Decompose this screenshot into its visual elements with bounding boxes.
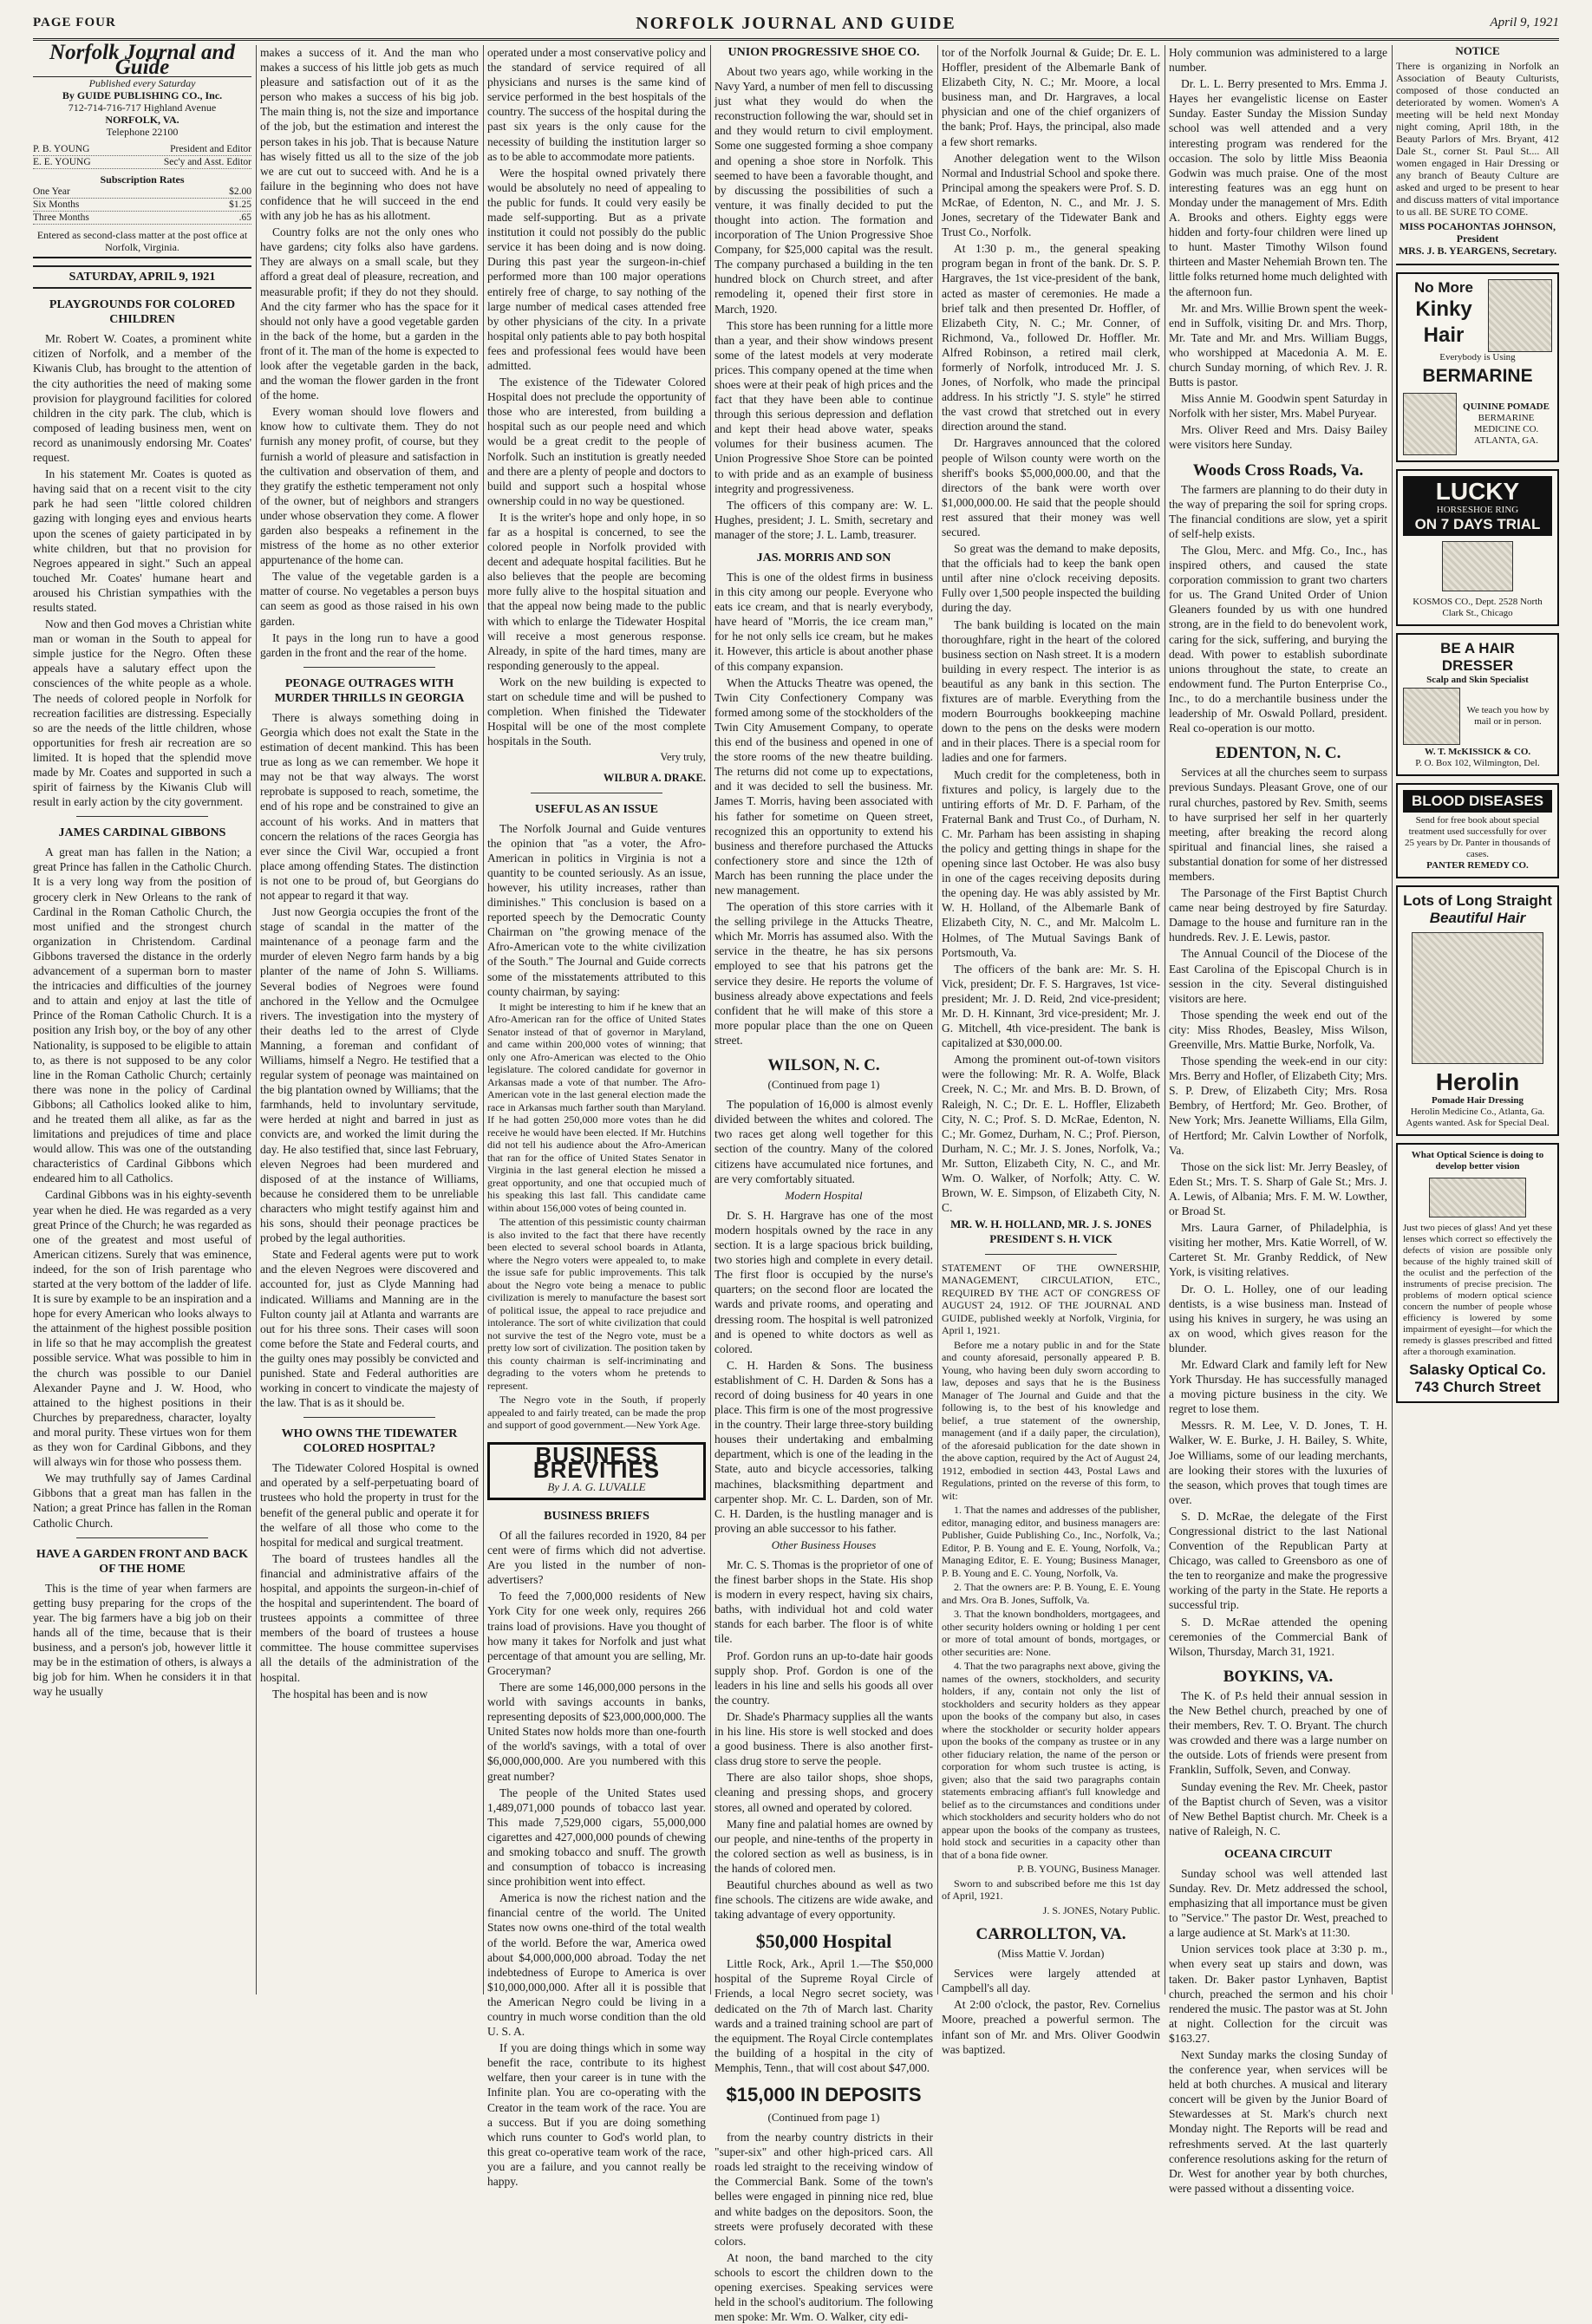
ad-company: Herolin Medicine Co., Atlanta, Ga. Agents wanted. Ask for Special Deal.	[1406, 1107, 1550, 1128]
rate-price: $2.00	[229, 186, 251, 198]
business-brevities-byline: By J. A. G. LUVALLE	[547, 1479, 646, 1493]
article-paragraph: Were the hospital owned privately there would be absolutely no need of appealing to the public for funds. It could very easily be made self-supporting. But as a private institution it could not possibly do the public service it has been doing and is now doing. During this past year the surgeon-in-chief performed more than 100 major operations entirely free of charge, to say nothing of the large number of medical cases attended free by other physicians of the city. In a private hospital only patients able to pay both hospital fees and professional fees would have been admitted.	[487, 166, 706, 372]
ad-brand: BERMARINE	[1422, 366, 1533, 386]
masthead-telephone: Telephone 22100	[106, 126, 179, 139]
ad-text: No More	[1414, 279, 1473, 296]
ad-headline: What Optical Science is doing to develop better vision	[1411, 1150, 1544, 1172]
rate-term: One Year	[33, 186, 70, 198]
statement-paragraph: 4. That the two paragraphs next above, giving the names of the owners, stockholders, and security holders, if any, contain not only the list of stockholders and security holders as they appear upon the books of the company but also, in cases where the stockholder or security holder appears upon the books of the company as trustee or in any other fiduciary relation, the name of the person or corporation for whom such trustee is acting, is given; also that the said two paragraphs contain statements embracing affiant's full knowledge and belief as to the circumstances and conditions under which stockholders and security holders who do not appear upon the books of the company as trustees, hold stock and securities in a capacity other than that of a bona fide owner.	[942, 1660, 1160, 1861]
officer-row	[33, 156, 251, 169]
article-paragraph: State and Federal agents were put to work and the eleven Negroes were discovered and accounted for, just as Clyde Manning had indicated. Williams and Manning are in the Fulton county jail at Atlanta and warrants are out for his three sons. Their cases will soon come before the State and Federal courts, and the guilty ones may possibly be convicted and punished. State and Federal authorities are working in concert to vindicate the majesty of the law. That is as it should be.	[260, 1248, 479, 1410]
ad-text: Just two pieces of glass! And yet these lenses which correct so effectively the defects of vision are possible only because of the highly trained skill of the oculist and the perfection of the instruments of precise precision. The problems of modern optical science concern the number of people whose efficiency is lowered by some impairment of eyesight—for which the remedy is glasses prescribed and fitted after a thorough examination.	[1403, 1223, 1552, 1357]
subhead-other-business: Other Business Houses	[771, 1537, 877, 1551]
article-paragraph: In his statement Mr. Coates is quoted as having said that on a recent visit to the city park he had seen "little colored children gazing with longing eyes and envious hearts upon the scenes of gaiety participated in by white children, but that no provision for Negroes appeared in sight." Such an appeal touched Mr. Coates' humane heart and aroused his Christian sympathies with the results stated.	[33, 467, 251, 614]
ad-headline: Lots of Long Straight	[1403, 892, 1552, 909]
ad-blood-diseases	[1396, 783, 1559, 878]
article-paragraph: This is the time of year when farmers are getting busy preparing for the crops of the year. The big farmers have a big job on their hands all of the time, because that is their business, and a person's job, however little it may be in the estimation of others, is always a big job for him. When he considers it in that way he usually	[33, 1581, 251, 1699]
headline-playgrounds: PLAYGROUNDS FOR COLORED CHILDREN	[49, 298, 236, 327]
article-paragraph: The Parsonage of the First Baptist Church came near being destroyed by fire Saturday. Damage to the house and furniture ran in the hundreds. Rev. J. E. Lewis, pastor.	[1169, 886, 1387, 944]
statement-paragraph: J. S. JONES, Notary Public.	[1042, 1903, 1160, 1916]
article-paragraph: The Glou, Merc. and Mfg. Co., Inc., has inspired others, and caused the state corporation commission to grant two charters for us. The Grand United Order of Union Gleaners founded by us with one hundred strong, are in the field to do benevolent work, caring for the sick, suffering, and burying the dead. With power to establish subordinate unions throughout the state, to create an endowment fund. The Purton Enterprise Co., Inc., to do a merchantile business under the leadership of Mr. Oswald Pollard, president. Real co-operation is our motto.	[1169, 544, 1387, 735]
article-paragraph: Messrs. R. M. Lee, V. D. Jones, T. H. Walker, W. E. Burke, J. H. Bailey, S. White, Joe Williams, some of our leading merchants, are looking their stores with the luxuries of the season, which proves that tough times are over.	[1169, 1419, 1387, 1506]
editorial-dateline: SATURDAY, APRIL 9, 1921	[33, 265, 251, 289]
ad-company: PANTER REMEDY CO.	[1426, 860, 1529, 871]
article-paragraph: S. D. McRae attended the opening ceremonies of the Commercial Bank of Wilson, Thursday, March 31, 1921.	[1169, 1615, 1387, 1658]
headline-business-briefs: BUSINESS BRIEFS	[544, 1510, 649, 1523]
column-2	[260, 45, 479, 1994]
subhead-modern-hospital: Modern Hospital	[785, 1188, 863, 1202]
article-paragraph: Mrs. Oliver Reed and Mrs. Daisy Bailey were visitors here Sunday.	[1169, 423, 1387, 452]
ad-brand: Herolin	[1435, 1068, 1520, 1095]
ad-salasky-optical	[1396, 1143, 1559, 1403]
article-paragraph: There is always something doing in Georgia which does not exalt the State in the estimation of decent mankind. This has been true as long as we can remember. We hope it may not be that way always. The worst reprobate is supposed to reach, sometime, the end of his rope and be constrained to give an account of his works. And in matters that concern the relations of the races Georgia has ever since the Civil War, occupied a front place among offending States. The distinction is not one to be proud of, but Georgians do not appear to regard it that way.	[260, 710, 479, 902]
article-paragraph: The bank building is located on the main thoroughfare, right in the heart of the colored business section on Nash street. It is a modern building in every respect. The interior is as beautiful as any bank in this section. The fixtures are of marble. Everything from the modern Bourroughs bookkeeping machine down to the pens on the desks were modern and in their places. There is a special room for ladies and one for farmers.	[942, 617, 1160, 765]
photo-caption: MR. W. H. HOLLAND, MR. J. S. JONES PRESIDENT S. H. VICK	[950, 1217, 1152, 1246]
page-label: PAGE FOUR	[33, 16, 116, 29]
rates-title: Subscription Rates	[100, 173, 185, 186]
article-paragraph: Those spending the week end out of the city: Miss Rhodes, Beasley, Miss Wilson, Greenville, Mrs. Mattie Burke, Norfolk, Va.	[1169, 1008, 1387, 1051]
headline-morris: JAS. MORRIS AND SON	[756, 552, 891, 565]
notice-title: NOTICE	[1455, 44, 1500, 57]
ad-headline: Beautiful Hair	[1429, 910, 1526, 926]
masthead-address: 712-714-716-717 Highland Avenue	[68, 101, 217, 114]
headline-tidewater-hospital: WHO OWNS THE TIDEWATER COLORED HOSPITAL?	[281, 1427, 458, 1456]
article-paragraph: Mrs. Laura Garner, of Philadelphia, is visiting her mother, Mrs. Katie Worrell, of W. Carteret St. Mr. Granby Reddick, of New York, is visiting relatives.	[1169, 1221, 1387, 1279]
officer-name: E. E. YOUNG	[33, 157, 91, 168]
article-paragraph: If you are doing things which in some way benefit the race, contribute to its highest welfare, then your career is in tune with the Infinite plan. You are co-operating with the Creator in the team work of the race. You are a success. But if you are doing something which runs counter to God's world plan, to this great co-operative team work of the race, you are a failure, and you cannot really be happy.	[487, 2041, 706, 2189]
dateline-carrollton: CARROLLTON, VA.	[975, 1925, 1126, 1943]
ad-text: Send for free book about special treatment used successfully for over 25 years by Dr. Panter in thousands of cases.	[1404, 815, 1551, 859]
ad-headline: Kinky Hair	[1415, 297, 1472, 347]
article-paragraph: The attention of this pessimistic county chairman is also invited to the fact that there have recently been elected to several school boards in Atlanta, where the Negro voters were appealed to, to make the issue safe for public improvements. This talk about the Negro vote being a menace to public civilization is merely to manufacture the basest sort of political issue, the appeal to race prejudice and intolerance. The sort of white civilization that could not survive the test of the Negro vote, must be a pretty low sort of civilization. The position taken by this county chairman is self-incriminating and degrading to the voters whom he pretends to represent.	[487, 1216, 706, 1392]
article-paragraph: Dr. Hargraves announced that the colored people of Wilson county were worth on the sheriff's books $5,000,000.00, and that the directors of the bank were worth over $1,000,000.00. He said that the people should rest assured that their money was well secured.	[942, 436, 1160, 539]
article-paragraph: About two years ago, while working in the Navy Yard, a number of men fell to discussing just what they would do when the reconstruction following the war, should set in and they would return to civil employment. Some one suggested forming a shoe company and opening a shoe store in Norfolk. This seemed to have been a favorable thought, and by discussing the possibilities of such a venture, it was finally decided to put the thought into action. The formation and incorporation of The Union Progressive Shoe Company, for $25,000 capital was the result. The company purchased a building in the ten hundred block on Church street, and after remodeling it, opened their first store in March, 1920.	[714, 65, 933, 316]
article-paragraph: When the Attucks Theatre was opened, the Twin City Confectionery Company was formed among some of the stockholders of the Twin City Amusement Company, to operate this end of the business and opened in one of the store rooms of the new theatre building. The returns did not come up to expectations, and it was decided to sell the business. Mr. James T. Morris, having been associated with his father for sometime on Queen street, recognized this an opportunity to extend his business and therefore purchased the Attucks confectionery store and since the 12th of March has been running the place under the new management.	[714, 676, 933, 897]
article-paragraph: The officers of this company are: W. L. Hughes, president; J. L. Smith, secretary and manager of the store; J. L. Lamb, treasurer.	[714, 498, 933, 541]
dateline-woods-cross-roads: Woods Cross Roads, Va.	[1192, 460, 1364, 480]
article-paragraph: At noon, the band marched to the city schools to escort the children down to the opening exercises. Speaking services were held in the school's auditorium. The following men spoke: Mr. Wm. O. Walker, city edi-	[714, 2250, 933, 2324]
notice-signer: MRS. J. B. YEARGENS, Secretary.	[1398, 245, 1557, 257]
headline-oceana-circuit: OCEANA CIRCUIT	[1223, 1847, 1333, 1861]
article-paragraph: It pays in the long run to have a good garden in the front and the rear of the home.	[260, 630, 479, 659]
article-paragraph: The existence of the Tidewater Colored Hospital does not preclude the opportunity of those who are interested, from building a hospital such as our people need and which would be a great credit to the people of Norfolk. Such an institution is greatly needed and there are a plenty of people and doctors to build and support such a hospital whose ownership could in no way be questioned.	[487, 375, 706, 507]
masthead-subtitle: Published every Saturday	[88, 77, 196, 90]
columns	[33, 41, 1559, 2324]
article-paragraph: We may truthfully say of James Cardinal Gibbons that a great man has fallen in the Nation; a great Prince has fallen in the Roman Catholic Church.	[33, 1472, 251, 1530]
article-paragraph: Sunday school was well attended last Sunday. Rev. Dr. Metz addressed the school, emphasizing that all importance must be given to "Service." The pastor Dr. West, preached to a large audience at St. Mark's at 11:30.	[1169, 1866, 1387, 1940]
statement-paragraph: STATEMENT OF THE OWNERSHIP, MANAGEMENT, CIRCULATION, ETC., REQUIRED BY THE ACT OF CONGRESS OF AUGUST 24, 1912. OF THE JOURNAL AND GUIDE, published weekly at Norfolk, Virginia, for April 1, 1921.	[942, 1261, 1160, 1336]
article-paragraph: Another delegation went to the Wilson Normal and Industrial School and spoke there. Principal among the speakers were Prof. S. D. McRae, of Edenton, N. C., and Mr. J. S. Jones, secretary of the Tidewater Bank and Trust Co., Norfolk.	[942, 151, 1160, 239]
ad-text: Scalp and Skin Specialist	[1426, 675, 1529, 685]
continued-note: (Continued from page 1)	[767, 1078, 880, 1092]
article-paragraph: Work on the new building is expected to start on schedule time and will be pushed to completion. When finished the Tidewater Hospital will be one of the most complete hospitals in the South.	[487, 675, 706, 748]
article-paragraph: Mr. Robert W. Coates, a prominent white citizen of Norfolk, and a member of the Kiwanis Club, has brought to the attention of the city authorities the need of making some provision for playground facilities for colored children in the city park. The club, which is composed of leading business men, went on record as unanimously endorsing Mr. Coates' request.	[33, 332, 251, 465]
officer-name: P. B. YOUNG	[33, 144, 90, 155]
headline-50000-hospital: $50,000 Hospital	[755, 1930, 892, 1953]
article-paragraph: It is the writer's hope and only hope, in so far as a hospital is concerned, to see the colored people in Norfolk provided with decent and adequate hospital facilities. But he also believes that the people are becoming more fully alive to the hospital situation and that the appeal now being made to the public with which to enlarge the Tidewater Hospital will receive a most generous response. Already, in spite of the hard times, many are responding generously to the appeal.	[487, 510, 706, 672]
officer-row	[33, 143, 251, 156]
article-paragraph: Those on the sick list: Mr. Jerry Beasley, of Eden St.; Mrs. T. S. Sharp of Gale St.; Mrs. J. A. Lewis, of Albania; Mrs. F. M. W. Lowther, or Broad St.	[1169, 1159, 1387, 1218]
article-paragraph: Little Rock, Ark., April 1.—The $50,000 hospital of the Supreme Royal Circle of Friends, a local Negro secret society, was dedicated on the 7th of March last. Charity wards and a trained training school are part of the equipment. The Royal Circle contemplates the building of a hospital in the city of Memphis, Tenn., that will cost about $47,000.	[714, 1957, 933, 2074]
article-paragraph: The farmers are planning to do their duty in the way of preparing the soil for spring crops. The financial conditions are slow, yet a spirit of self-help exists.	[1169, 482, 1387, 540]
rate-price: $1.25	[229, 199, 251, 211]
article-paragraph: The people of the United States used 1,489,071,000 pounds of tobacco last year. This made 7,529,000 cigars, 55,000,000 cigarettes and 427,000,000 pounds of chewing and smoking tobacco and snuff. The growth and consumption of tobacco is increasing since prohibition went into effect.	[487, 1785, 706, 1889]
notice-signer: MISS POCAHONTAS JOHNSON, President	[1399, 220, 1556, 245]
notice-box	[1396, 45, 1559, 265]
article-paragraph: The population of 16,000 is almost evenly divided between the whites and colored. The two races get along well together for this section of the country. Many of the colored citizens have accumulated nice fortunes, and are very comfortably situated.	[714, 1098, 933, 1185]
article-paragraph: Miss Annie M. Goodwin spent Saturday in Norfolk with her sister, Mrs. Mabel Puryear.	[1169, 392, 1387, 421]
statement-paragraph: 2. That the owners are: P. B. Young, E. E. Young and Mrs. Ora B. Jones, Suffolk, Va.	[942, 1581, 1160, 1606]
article-paragraph: Dr. O. L. Holley, one of our leading dentists, is a wise business man. Instead of using his knives in surgery, he was using an ax on wood, which gives reason for the blunder.	[1169, 1282, 1387, 1355]
ad-headline: LUCKY	[1435, 478, 1520, 505]
article-paragraph: Services at all the churches seem to surpass previous Sundays. Pleasant Grove, one of our rural churches, pastored by Rev. Smith, seems to have surprised her self in her quarterly meeting, after breaking the record along spiritual and financial lines, she raised a substantial donation for some of her distressed members.	[1169, 766, 1387, 883]
postal-entry: Entered as second-class matter at the post office at Norfolk, Virginia.	[36, 229, 248, 254]
article-paragraph: operated under a most conservative policy and the standard of service required of all physicians and nurses is the same kind of service performed in the best hospitals of the country. The success of the hospital during the past six years is the only cause for the necessity of building the institution larger so as to be able to accommodate more patients.	[487, 46, 706, 163]
statement-paragraph: 1. That the names and addresses of the publisher, editor, managing editor, and business managers are: Publisher, Guide Publishing Co., Inc., Norfolk, Va.; Editor, P. B. Young and E. E. Young, Norfolk, Va.; Managing Editor, E. E. Young; Business Manager, P. B. Young and E. C. Young, Norfolk, Va.	[942, 1504, 1160, 1579]
article-paragraph: tor of the Norfolk Journal & Guide; Dr. E. L. Hoffler, president of the Albemarle Bank of Elizabeth City, N. C.; Mr. Moore, a local business man, and Dr. Hargraves, a local physician and one of the chief organizers of the bank; Prof. Hays, the principal, also made a few short remarks.	[942, 46, 1160, 148]
article-paragraph: The Norfolk Journal and Guide ventures the opinion that "as a voter, the Afro-American in politics in Virginia is not a quantity to be counted seriously. As an issue, however, his utility increases, rather than diminishes." This conclusion is based on a reported speech by the Democratic County Chairman on "the growing menace of the Afro-American vote to the white civilization of the South." The Journal and Guide corrects some of the misstatements attributed to this county chairman, by saying:	[487, 821, 706, 998]
continued-note: (Continued from page 1)	[767, 2111, 880, 2124]
rate-term: Six Months	[33, 199, 80, 211]
statement-paragraph: P. B. YOUNG, Business Manager.	[1017, 1863, 1160, 1875]
ad-herolin	[1396, 885, 1559, 1136]
article-paragraph: Mr. Edward Clark and family left for New York Thursday. He has successfully managed a moving picture business in the city. We regret to lose them.	[1169, 1357, 1387, 1416]
article-paragraph: The Annual Council of the Diocese of the East Carolina of the Episcopal Church is in session in the city. Several distinguished visitors are here.	[1169, 947, 1387, 1005]
article-paragraph: Beautiful churches abound as well as two fine schools. The citizens are wide awake, and taking advantage of every opportunity.	[714, 1877, 933, 1922]
article-paragraph: Cardinal Gibbons was in his eighty-seventh year when he died. He was regarded as a very great Prince of the Church; he was regarded as one of the greatest and most useful of American citizens. Surely that was eminence, indeed, for the son of Irish parentage who started at the very bottom of the ladder of life. It is sure by example to be an inspiration and a hope for every American who looks always to the attainment of the highest possible position in life so that he may accomplish the greatest possible service. What was possible to him in the church was possible to our Daniel Alexander Payne and J. W. Hood, who attained to the highest positions in their Churches by preparedness, character, loyalty and moral purity. These virtues won for them as they won for Cardinal Gibbons, and they will always win for those who possess them.	[33, 1188, 251, 1469]
column-5	[942, 45, 1160, 2056]
article-paragraph: The board of trustees handles all the financial and administrative affairs of the hospital, and appoints the surgeon-in-chief of the hospital and superintendent. The board of trustees appoints a committee of three members of the board of trustees a house committee. The house committee supervises all the details of the administration of the hospital.	[260, 1551, 479, 1684]
dateline-edenton: EDENTON, N. C.	[1215, 744, 1341, 763]
article-paragraph: There are also tailor shops, shoe shops, cleaning and pressing shops, and grocery stores, all owned and operated by colored.	[714, 1771, 933, 1814]
column-4	[714, 45, 933, 2324]
ad-hair-dresser	[1396, 633, 1559, 776]
article-paragraph: The Tidewater Colored Hospital is owned and operated by a self-perpetuating board of trustees who hold the property in trust for the benefit of the general public and operate it for the welfare of all those who come to the hospital for medical and surgical treatment.	[260, 1461, 479, 1549]
ad-address: P. O. Box 102, Wilmington, Del.	[1415, 758, 1540, 768]
rate-price: .65	[238, 212, 251, 224]
masthead-city: NORFOLK, VA.	[105, 114, 179, 127]
ad-company: W. T. McKISSICK & CO.	[1424, 747, 1531, 757]
article-paragraph: The value of the vegetable garden is a matter of course. No vegetables a person buys can seem as good as those raised in his own garden.	[260, 570, 479, 628]
article-paragraph: Sunday evening the Rev. Mr. Cheek, pastor of the Baptist church of Seven, was a visitor of New Bethel Baptist church. Mr. Cheek is a native of Raleigh, N. C.	[1169, 1779, 1387, 1838]
article-paragraph: Just now Georgia occupies the front of the stage of scandal in the matter of the maintenance of a peonage farm and the murder of eleven Negro farm hands by a big planter of the name of John S. Williams. Several bodies of Negroes were found anchored in the Yellow and the Ocmulgee rivers. The investigation into the mystery of their deaths led to the arrest of Clyde Manning, a foreman and confidant of Williams, himself a Negro. He testified that a regular system of peonage was maintained on the big plantation owned by Williams; that the farmhands, held to involuntary servitude, were herded at night and barred in just as convicts are, and worked the limit during the day. He also testified that, since last February, eleven Negroes had been murdered and disposed of at the instance of Williams, because he considered them to be unreliable characters who might testify against him and his sons, should their peonage practices be probed by the legal authorities.	[260, 905, 479, 1245]
article-paragraph: Union services took place at 3:30 p. m., when every seat up stairs and down, was taken. Dr. Baker pastor Lynhaven, Baptist church, preached the sermon and his choir rendered the music. The pastor was at St. John at night. Collection for the circuit was $163.27.	[1169, 1942, 1387, 2045]
article-paragraph: The hospital has been and is now	[272, 1687, 428, 1701]
article-paragraph: Much credit for the completeness, both in fixtures and policy, is largely due to the untiring efforts of Mr. D. F. Parham, of the Fraternal Bank and Trust Co., of Durham, N. C. Mr. Parham has been assisting in shaping the policy and getting things in shape for the opening since last October. He was also busy in one of the cages receiving deposits during the opening day. He was ably assisted by Mr. W. H. Holland, of the Albemarle Bank of Elizabeth City, N. C., and Mr. Malcolm L. Holmes, of The Mutual Savings Bank of Portsmouth, Va.	[942, 767, 1160, 959]
ad-text: HORSESHOE RING	[1436, 505, 1519, 515]
portrait-illustration	[1488, 279, 1552, 352]
rate-row	[33, 212, 251, 225]
notice-body: There is organizing in Norfolk an Association of Beauty Culturists, composed of those conducted an deteriorated by women. Women's A meeting will be held next Monday night coming, April 18th, in the Beauty Parlors of Mrs. Bryant, 412 Dale St., corner St. Paul St.... All women engaged in Hair Dressing or any branch of Beauty Culture are asked and urged to be present to hear and discuss matters of vital importance to us all. BE SURE TO COME.	[1396, 60, 1559, 218]
article-paragraph: S. D. McRae, the delegate of the First Congressional district to the last National Convention of the Republican Party at Chicago, was called to Greensboro as one of the ten to reorganize and make the progressive working of the party in the State. He reports a successful trip.	[1169, 1509, 1387, 1612]
product-tin-illustration	[1403, 393, 1457, 455]
rate-row	[33, 186, 251, 199]
article-paragraph: A great man has fallen in the Nation; a great Prince has fallen in the Catholic Church. It is a very long way from the position of grocery clerk in New Orleans to the rank of Cardinal in the Roman Catholic Church, the most unified and the strongest church organization in Christendom. Cardinal Gibbons traversed the distance in the orderly advancement of a superman born to master the intricacies and difficulties of the journey and to attain and enjoy at last the title of Prince of the Roman Catholic Church. It is a position any Irish boy, or the boy of any other Nationality, is supposed to be eligible to attain to, as there is not supposed to be any color line in the Roman Catholic Church; certainly there was none in the policy of Cardinal Gibbons; all Catholics looked alike to him, and he treated them all alike, as far as the limitations and prejudices of time and place would allow. This was one of the outstanding characteristics of Cardinal Gibbons which endeared him to all Catholics.	[33, 845, 251, 1185]
article-paragraph: The officers of the bank are: Mr. S. H. Vick, president; Dr. F. S. Hargraves, 1st vice-president; Mr. J. D. Reid, 2nd vice-president; Mr. D. H. Kinnant, 3rd vice-president; Mr. J. G. Mitchell, 4th vice-president. The bank is capitalized at $30,000.00.	[942, 962, 1160, 1050]
article-paragraph: It might be interesting to him if he knew that an Afro-American ran for the office of United States Senator instead of that of governor in Maryland, and came within 200,000 votes of winning; that only one Afro-American was elected to the Ohio legislature. The colored candidate for governor in Arkansas made a vote of that number. The Afro-American vote in the last general election made the race in Arkansas much farther south than Maryland. If he had gotten 250,000 more votes than he did receive he would have been elected. If Mr. Hutchins did not tell his audience about the Afro-American that ran for the office of United States Senator in Virginia in the last general election he missed a great opportunity, and one that occupied much of his speaking this last fall. This candidate came within about 156,000 votes of being counted in.	[487, 1000, 706, 1214]
article-paragraph: Those spending the week-end in our city: Mrs. Berry and Hofler, of Elizabeth City; Mrs. S. P. Drew, of Elizabeth City; Mrs. Rosa Bembry, of Hertford; Mr. Geo. Brother, of New York; Mrs. Jeanette Williams, Ella Gilm, of Hertford; Mr. Calvin Lowther of Norfolk, Va.	[1169, 1054, 1387, 1157]
article-paragraph: Among the prominent out-of-town visitors were the following: Mr. R. A. Wolfe, Black Creek, N. C.; Mr. and Mrs. B. D. Brown, of Raleigh, N. C.; Dr. E. L. Hoffler, Elizabeth City, N. C.; Prof. S. D. McRae, Edenton, N. C.; Mr. Gomez, Durham, N. C.; Prof. Pierson, Durham, N. C.; Mr. J. S. Jones, Norfolk, Va.; Mr. Sutton, Elizabeth City, N. C., and Mr. Wm. O. Walker, of Norfolk; Atty. C. W. Brown, W. E. Simpson, of Elizabeth City, N. C.	[942, 1053, 1160, 1215]
headline-15000-deposits: $15,000 IN DEPOSITS	[726, 2084, 922, 2105]
business-brevities-box	[487, 1442, 706, 1500]
article-paragraph: Now and then God moves a Christian white man or woman in the South to appeal for simple justice for the Negro. Often these appeals have a salutary effect upon the consciences of the white people as a whole. The needs of colored people in Norfolk for recreation facilities are distressing. Especially so are the needs of the little children, whose opportunities for fresh air recreation are so limited. It is hoped that the splendid move made by Mr. Coates and supported in such a spirit of fairness by the Kiwanis Club will result in early action by the city government.	[33, 617, 251, 809]
dateline-wilson: WILSON, N. C.	[767, 1056, 880, 1074]
headline-peonage: PEONAGE OUTRAGES WITH MURDER THRILLS IN GEORGIA	[274, 676, 465, 705]
eyeglasses-illustration	[1429, 1178, 1526, 1217]
statement-paragraph: 3. That the known bondholders, mortgagees, and other security holders owning or holding 1 per cent or more of total amount of bonds, mortgages, or other securities are: None.	[942, 1608, 1160, 1658]
ad-address: 743 Church Street	[1414, 1379, 1541, 1395]
newspaper-name: NORFOLK JOURNAL AND GUIDE	[636, 14, 956, 33]
officer-role: President and Editor	[170, 144, 251, 155]
ad-company: BERMARINE MEDICINE CO. ATLANTA, GA.	[1473, 413, 1539, 446]
ad-company: Salasky Optical Co.	[1409, 1361, 1546, 1378]
article-paragraph: Holy communion was administered to a large number.	[1169, 46, 1387, 75]
masthead	[33, 41, 251, 258]
ad-text: Everybody is Using	[1439, 352, 1516, 362]
column-3	[487, 45, 706, 2189]
rate-term: Three Months	[33, 212, 89, 224]
signature-name: WILBUR A. DRAKE.	[603, 771, 706, 784]
ad-company: KOSMOS CO., Dept. 2528 North Clark St., Chicago	[1413, 597, 1543, 618]
business-brevities-title: BUSINESS BREVITIES	[532, 1441, 661, 1483]
column-7-ads	[1396, 45, 1559, 1994]
ad-product: QUININE POMADE	[1463, 401, 1550, 412]
article-paragraph: Every woman should love flowers and know how to cultivate them. They do not furnish any money profit, of course, but they furnish a world of pleasure and satisfaction in the cultivation and observation of them, and they gratify the esthetic temperament not only of the owner, but of neighbors and strangers under whose observation they come. A flower garden also bespeaks a refinement in the mistress of the home as no other exterior appurtenance of the home can.	[260, 405, 479, 567]
signature-closing: Very truly,	[660, 751, 706, 764]
article-paragraph: Mr. and Mrs. Willie Brown spent the week-end in Suffolk, visiting Dr. and Mrs. Thorp, Mr. Tate and Mr. and Mrs. William Buggs, who worshipped at Macedonia A. M. E. church Sunday morning, of which Rev. J. R. Butts is pastor.	[1169, 301, 1387, 389]
headline-cardinal-gibbons: JAMES CARDINAL GIBBONS	[58, 826, 226, 840]
ad-headline: BE A HAIR DRESSER	[1440, 640, 1515, 674]
woman-hair-illustration	[1412, 932, 1543, 1064]
article-paragraph: from the nearby country districts in their "super-six" and other high-priced cars. All roads led straight to the receiving window of the Commercial Bank. Some of the town's belles were engaged in pinning nice red, blue and white badges on the depositors. Soon, the streets were profusely decorated with these colors.	[714, 2131, 933, 2248]
headline-garden: HAVE A GARDEN FRONT AND BACK OF THE HOME	[36, 1547, 249, 1576]
masthead-title: Norfolk Journal and Guide	[33, 45, 251, 77]
article-paragraph: The K. of P.s held their annual session in the New Bethel church, preached by one of their members, Rev. T. O. Bryant. The church was crowded and there was a large number on the outside. Lots of friends were present from Franklin, Suffolk, Seven, and Conway.	[1169, 1688, 1387, 1777]
headline-union-shoe: UNION PROGRESSIVE SHOE CO.	[727, 46, 920, 59]
dateline-boykins: BOYKINS, VA.	[1223, 1667, 1334, 1686]
running-head	[33, 12, 1559, 41]
statement-paragraph: Before me a notary public in and for the State and county aforesaid, personally appeared P. B. Young, who having been duly sworn according to law, deposes and says that he is the Business Manager of The Journal and Guide and that the following is, to the best of his knowledge and belief, a true statement of the ownership, management (and if a daily paper, the circulation), of the aforesaid publication for the date shown in the above caption, required by the Act of August 24, 1912, embodied in section 443, Postal Laws and Regulations, printed on the reverse of this form, to wit:	[942, 1338, 1160, 1502]
article-paragraph: C. H. Harden & Sons. The business establishment of C. H. Darden & Sons has a record of doing business for 40 years in one place. This firm is one of the most progressive in the country. Their large three-story building houses their undertaking and embalming department, which is one of the leading in the State, auto and bicycle accessories, talking machines, blacksmithing department and carpenter shop. Mr. C. L. Darden, son of Mr. C. H. Darden, is the hustling manager and is proving an able successor to his father.	[714, 1358, 933, 1535]
ad-bermarine	[1396, 272, 1559, 462]
article-paragraph: Many fine and palatial homes are owned by our people, and nine-tenths of the property in the colored section as well as business, is in the hands of colored men.	[714, 1817, 933, 1875]
article-paragraph: Prof. Gordon runs an up-to-date hair goods supply shop. Prof. Gordon is one of the leaders in his line and sells his goods all over the country.	[714, 1648, 933, 1707]
column-1	[33, 41, 251, 1994]
statement-paragraph: Sworn to and subscribed before me this 1st day of April, 1921.	[942, 1877, 1160, 1902]
article-paragraph: America is now the richest nation and the financial centre of the world. The United States now owns one-third of the total wealth of the world. Before the war, America owed about $4,000,000,000 abroad. Today the net indebtedness of Europe to America is over $10,000,000,000. After all it is possible that the American Negro could be living in a country in much worse condition than the old U. S. A.	[487, 1891, 706, 2039]
article-paragraph: This is one of the oldest firms in business in this city among our people. Everyone who eats ice cream, and that is nearly everybody, have heard of "Morris, the ice cream man," for he not only sells ice cream, but he makes it. However, this article is about another phase of this company expansion.	[714, 571, 933, 673]
ad-lucky-ring	[1396, 469, 1559, 626]
hairdresser-illustration	[1403, 688, 1460, 745]
article-paragraph: Services were largely attended at Campbell's all day.	[942, 1967, 1160, 1995]
article-paragraph: To feed the 7,000,000 residents of New York City for one week only, requires 266 trains load of provisions. Have you thought of how many it takes for Norfolk and just what percentage of that amount you are selling, Mr. Groceryman?	[487, 1590, 706, 1677]
article-paragraph: There are some 146,000,000 persons in the world with savings accounts in banks, representing deposits of $23,000,000,000. The United States now holds more than one-fourth of the world's savings, with a total of over $6,000,000,000. Are you numbered with this great number?	[487, 1680, 706, 1783]
article-paragraph: This store has been running for a little more than a year, and their show windows present some of the latest models at very moderate prices. This company opened at the time when shoes were at their peak of high prices and the fact that they have been able to continue through this serious depression and deflation and kept their head above water, speaks volumes for their business acumen. The Union Progressive Shoe Store can be pointed to with pride and as an example of business integrity and progressiveness.	[714, 318, 933, 495]
article-paragraph: Dr. S. H. Hargrave has one of the most modern hospitals owned by the race in any section. It is a large spacious brick building, two stories high and complete in every detail. The first floor is occupied by the nurse's quarters; on the second floor are located the wards and private rooms, and operating and dressing room. The hospital is well patronized and is opened to white doctors as well as colored.	[714, 1208, 933, 1355]
article-paragraph: Dr. Shade's Pharmacy supplies all the wants in his line. His store is well stocked and does a good business. There is also another first-class drug store to serve the people.	[714, 1709, 933, 1768]
ring-illustration	[1442, 541, 1513, 591]
ad-headline: BLOOD DISEASES	[1403, 790, 1552, 813]
issue-date: April 9, 1921	[1490, 16, 1559, 29]
article-paragraph: Mr. C. S. Thomas is the proprietor of one of the finest barber shops in the State. His shop is modern in every respect, having six chairs, baths, with individual hot and cold water stands for each barber. The floor is of white tile.	[714, 1558, 933, 1646]
officer-role: Sec'y and Asst. Editor	[163, 157, 251, 168]
rate-row	[33, 199, 251, 212]
article-paragraph: The operation of this store carries with it the selling privilege in the Attucks Theatre, which Mr. Morris has assumed also. With the service in the theatre, he has six persons employed to see that his patrons get the service they desire. He reports the volume of business already above expectations and feels confident that he will make of this store a more popular place than the one on Queen street.	[714, 900, 933, 1047]
masthead-publisher: By GUIDE PUBLISHING CO., Inc.	[62, 89, 223, 102]
newspaper-page	[33, 12, 1559, 2324]
ad-product: Pomade Hair Dressing	[1432, 1095, 1523, 1106]
ad-text: We teach you how by mail or in person.	[1466, 705, 1550, 727]
article-paragraph: Of all the failures recorded in 1920, 84 per cent were of firms which did not advertise. Are you listed in the number of non-advertisers?	[487, 1529, 706, 1587]
article-paragraph: At 2:00 o'clock, the pastor, Rev. Cornelius Moore, preached a powerful sermon. The infant son of Mr. and Mrs. Oliver Goodwin was baptized.	[942, 1998, 1160, 2056]
headline-useful-issue: USEFUL AS AN ISSUE	[534, 802, 658, 816]
article-paragraph: So great was the demand to make deposits, that the officials had to keep the bank open until after nine o'clock receiving deposits. Fully over 1,500 people inspected the building during the day.	[942, 542, 1160, 615]
ad-text: ON 7 DAYS TRIAL	[1414, 516, 1541, 532]
article-paragraph: At 1:30 p. m., the general speaking program began in front of the bank. Dr. S. P. Hargraves, the 1st vice-president of the bank, acted as master of ceremonies. He made a brief talk and then presented Dr. Hoffler, of Elizabeth City, N. C.; Mr. Conner, of Richmond, Va., followed Dr. Hoffler. Mr. Alfred Robinson, a retired mail clerk, formerly of Norfolk, introduced Mr. J. S. Jones, of Norfolk, who made the principal address. In his strictly "J. S. style" he stirred the vast crowd that stretched out in every direction around the stand.	[942, 242, 1160, 434]
article-paragraph: Dr. L. L. Berry presented to Mrs. Emma J. Hayes her evangelistic license on Easter Sunday. Easter Sunday the Mission Sunday school was well attended and a very interesting program was rendered for the occasion. The solo by little Miss Beaonia Godwin was much praise. One of the most interesting features was an egg hunt on Monday under the management of Mrs. Edith A. Brooks and others. Eighty eggs were hidden and forty-four children were lined up to hunt. Master Timothy Wilson found thirteen and Master Nehemiah Brown ten. The little folks returned home much delighted with the afternoon fun.	[1169, 77, 1387, 298]
article-paragraph: Country folks are not the only ones who have gardens; city folks also have gardens. They are always on a small scale, but they afford a great deal of pleasure, recreation, and measurable profit; if they do not they should. And the city farmer who has the space for it should not only have a good vegetable garden in the back of the home, but a garden in the front of it. The man of the home is expected to look after the vegetable garden in the back, and the woman the flower garden in the front of the home.	[260, 225, 479, 402]
column-6	[1169, 45, 1387, 2195]
article-paragraph: The Negro vote in the South, if properly appealed to and fairly treated, can be made the prop and support of good government.—New York Age.	[487, 1394, 706, 1432]
article-paragraph: Next Sunday marks the closing Sunday of the conference year, when services will be held at both churches. A musical and literary concert will be given by the Junior Board of Stewardesses at St. Mark's church next Monday night. The Reports will be read and refreshments served. At the last quarterly conference resolutions asking for the return of Dr. West for another year by both churches, were passed without a dissenting voice.	[1169, 2048, 1387, 2195]
correspondent-byline: (Miss Mattie V. Jordan)	[997, 1947, 1105, 1961]
article-paragraph: makes a success of it. And the man who makes a success of his little job gets as much pleasure and satisfaction out of it as the person who makes a success of his big job. The main thing is, not the size and importance of the job, but the estimation and interest the person takes in his job. That is because Nature has wisely fitted us all to the size of the job we are cut out to succeed with. And he is a failure in the beginning who does not have confidence that he will succeed in the end with any job he has as his allotment.	[260, 46, 479, 223]
